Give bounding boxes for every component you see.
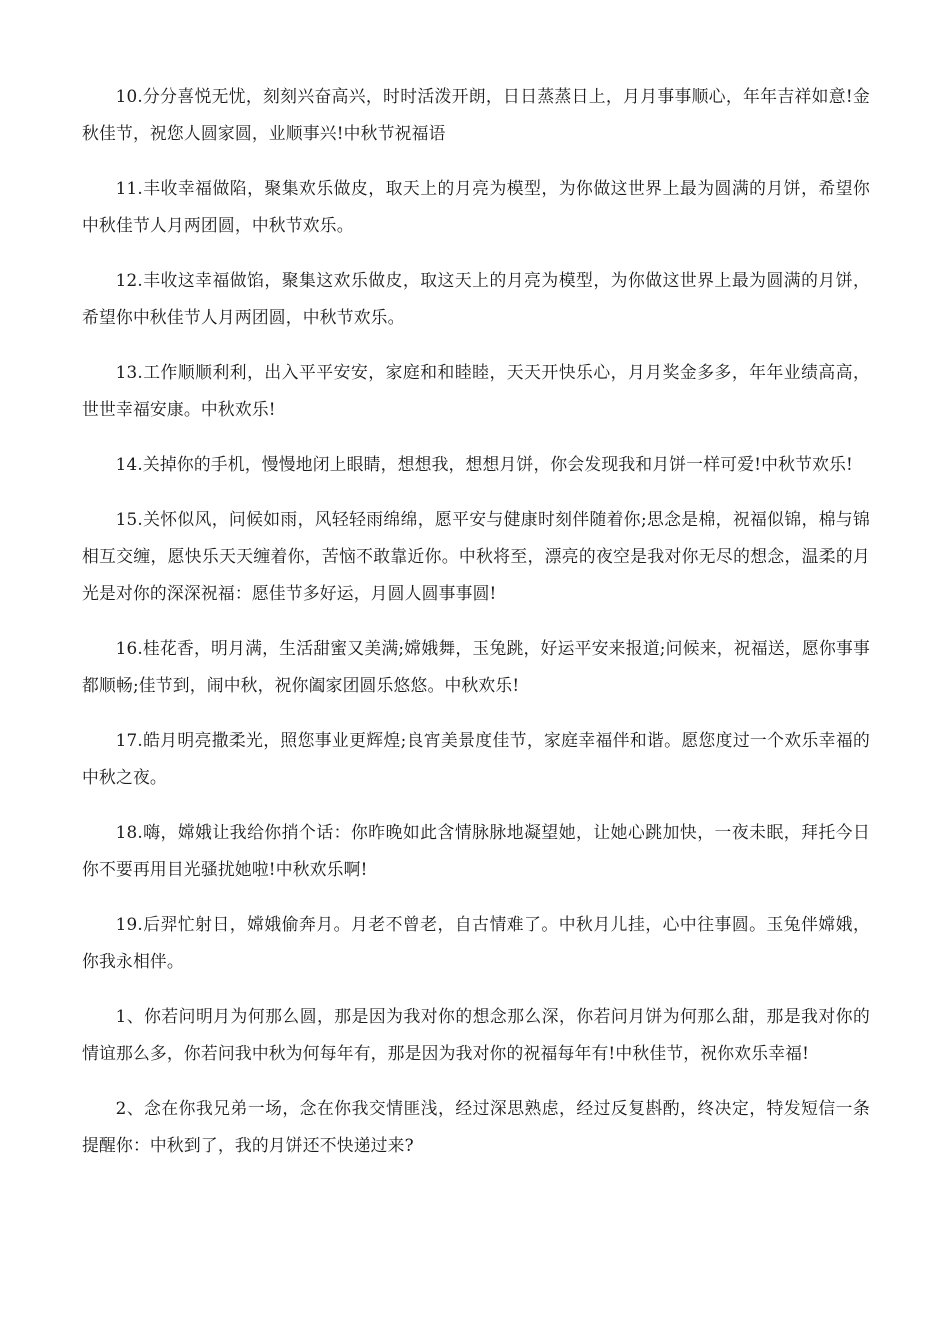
paragraph-15: 15.关怀似风，问候如雨，风轻轻雨绵绵，愿平安与健康时刻伴随着你;思念是棉，祝福似锦，棉与锦相互交缠，愿快乐天天缠着你，苦恼不敢靠近你。中秋将至，漂亮的夜空是我对你无尽的想念，温柔的月光是对你的深深祝福：愿佳节多好运，月圆人圆事事圆!	[82, 509, 870, 603]
paragraph-16: 16.桂花香，明月满，生活甜蜜又美满;嫦娥舞，玉兔跳，好运平安来报道;问候来，祝福送，愿你事事都顺畅;佳节到，闹中秋，祝你阖家团圆乐悠悠。中秋欢乐!	[82, 638, 870, 695]
paragraph-1: 1、你若问明月为何那么圆，那是因为我对你的想念那么深，你若问月饼为何那么甜，那是我对你的情谊那么多，你若问我中秋为何每年有，那是因为我对你的祝福每年有!中秋佳节，祝你欢乐幸福!	[82, 1006, 870, 1063]
paragraph-12: 12.丰收这幸福做馅，聚集这欢乐做皮，取这天上的月亮为模型，为你做这世界上最为圆满的月饼，希望你中秋佳节人月两团圆，中秋节欢乐。	[82, 270, 870, 327]
paragraph-17: 17.皓月明亮撒柔光，照您事业更辉煌;良宵美景度佳节，家庭幸福伴和谐。愿您度过一个欢乐幸福的中秋之夜。	[82, 730, 870, 787]
paragraph-18: 18.嗨，嫦娥让我给你捎个话：你昨晚如此含情脉脉地凝望她，让她心跳加快，一夜未眠，拜托今日你不要再用目光骚扰她啦!中秋欢乐啊!	[82, 822, 870, 879]
paragraph-11: 11.丰收幸福做陷，聚集欢乐做皮，取天上的月亮为模型，为你做这世界上最为圆满的月饼，希望你中秋佳节人月两团圆，中秋节欢乐。	[82, 178, 870, 235]
paragraph-14: 14.关掉你的手机，慢慢地闭上眼睛，想想我，想想月饼，你会发现我和月饼一样可爱!中秋节欢乐!	[115, 454, 854, 474]
paragraph-2: 2、念在你我兄弟一场，念在你我交情匪浅，经过深思熟虑，经过反复斟酌，终决定，特发短信一条提醒你：中秋到了，我的月饼还不快递过来?	[82, 1098, 870, 1155]
paragraph-19: 19.后羿忙射日，嫦娥偷奔月。月老不曾老，自古情难了。中秋月儿挂，心中往事圆。玉兔伴嫦娥，你我永相伴。	[82, 914, 870, 971]
document-body	[82, 78, 870, 1182]
paragraph-13: 13.工作顺顺利利，出入平平安安，家庭和和睦睦，天天开快乐心，月月奖金多多，年年业绩高高，世世幸福安康。中秋欢乐!	[82, 362, 870, 419]
paragraph-10: 10.分分喜悦无忧，刻刻兴奋高兴，时时活泼开朗，日日蒸蒸日上，月月事事顺心，年年吉祥如意!金秋佳节，祝您人圆家圆，业顺事兴!中秋节祝福语	[82, 86, 870, 143]
